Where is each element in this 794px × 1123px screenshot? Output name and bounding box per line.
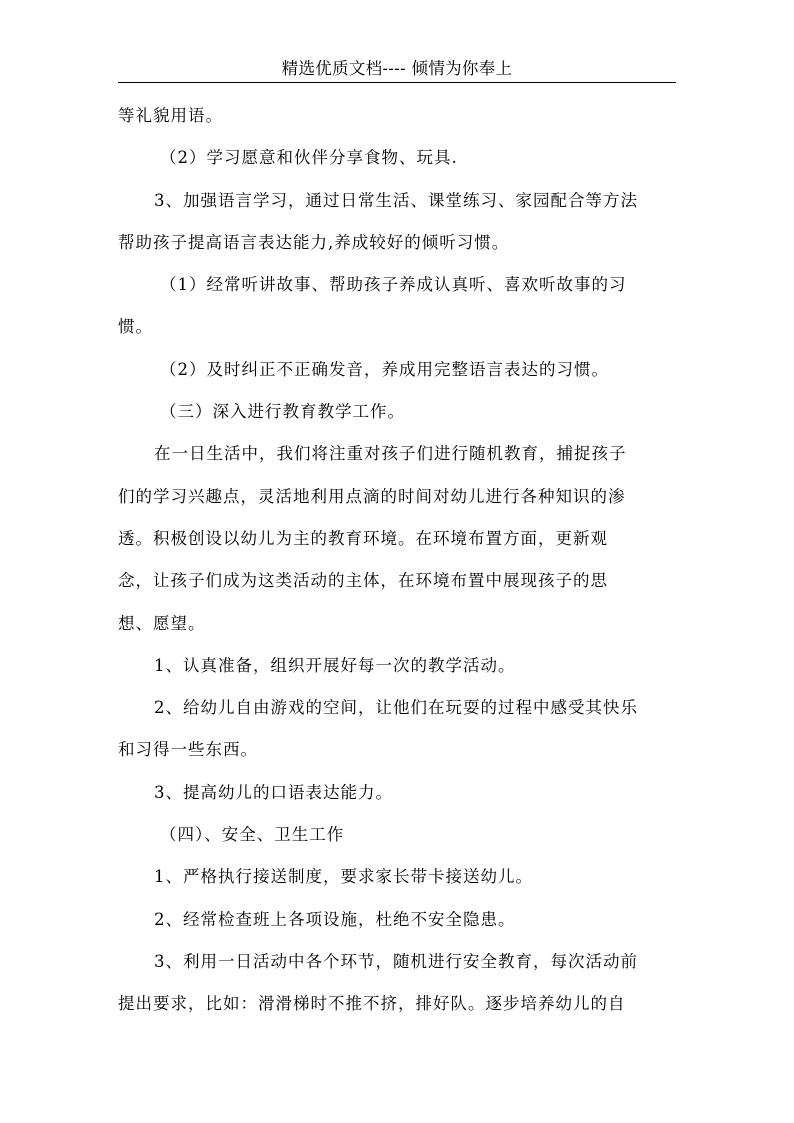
paragraph (118, 433, 678, 644)
text-line: 3、提高幼儿的口语表达能力。 (154, 782, 393, 802)
text-line: 想、愿望。 (118, 613, 206, 633)
paragraph (118, 687, 678, 772)
paragraph (118, 349, 678, 391)
text-line: 2、给幼儿自由游戏的空间，让他们在玩耍的过程中感受其快乐 (154, 698, 638, 718)
paragraph (118, 95, 678, 137)
paragraph (118, 772, 678, 814)
text-line: 1、严格执行接送制度，要求家长带卡接送幼儿。 (154, 867, 533, 887)
text-line: 念，让孩子们成为这类活动的主体，在环境布置中展现孩子的思 (118, 571, 608, 591)
header-divider (118, 82, 676, 83)
text-line: 等礼貌用语。 (118, 106, 223, 125)
text-line: （2）及时纠正不正确发音，养成用完整语言表达的习惯。 (160, 359, 609, 379)
text-line: 2、经常检查班上各项设施，杜绝不安全隐患。 (154, 909, 516, 929)
paragraph (118, 645, 678, 687)
paragraph (118, 856, 678, 898)
text-line: 透。积极创设以幼儿为主的教育环境。在环境布置方面，更新观 (118, 528, 608, 548)
paragraph (118, 180, 678, 265)
paragraph (118, 264, 678, 349)
text-line: （2）学习愿意和伙伴分享食物、玩具. (160, 148, 458, 168)
paragraph (118, 137, 678, 179)
text-line: （四）、安全、卫生工作 (160, 825, 345, 845)
page-header-title: 精选优质文档---- 倾情为你奉上 (281, 59, 513, 78)
text-line: 提出要求，比如：滑滑梯时不推不挤，排好队。逐步培养幼儿的自 (118, 994, 626, 1014)
section-heading (118, 814, 678, 856)
paragraph (118, 941, 678, 1026)
text-line: 和习得一些东西。 (118, 740, 258, 760)
text-line: 1、认真准备，组织开展好每一次的教学活动。 (154, 655, 516, 675)
text-line: 帮助孩子提高语言表达能力,养成较好的倾听习惯。 (118, 232, 510, 252)
section-heading (118, 391, 678, 433)
text-line: 3、利用一日活动中各个环节，随机进行安全教育，每次活动前 (154, 951, 638, 971)
text-line: 3、加强语言学习，通过日常生活、课堂练习、家园配合等方法 (154, 190, 638, 210)
document-body (118, 95, 678, 1026)
text-line: （三）深入进行教育教学工作。 (160, 402, 405, 422)
text-line: 在一日生活中，我们将注重对孩子们进行随机教育，捕捉孩子 (154, 444, 627, 464)
text-line: 们的学习兴趣点，灵活地利用点滴的时间对幼儿进行各种知识的渗 (118, 486, 626, 506)
text-line: 惯。 (118, 317, 153, 337)
text-line: （1）经常听讲故事、帮助孩子养成认真听、喜欢听故事的习 (160, 275, 627, 295)
paragraph (118, 899, 678, 941)
